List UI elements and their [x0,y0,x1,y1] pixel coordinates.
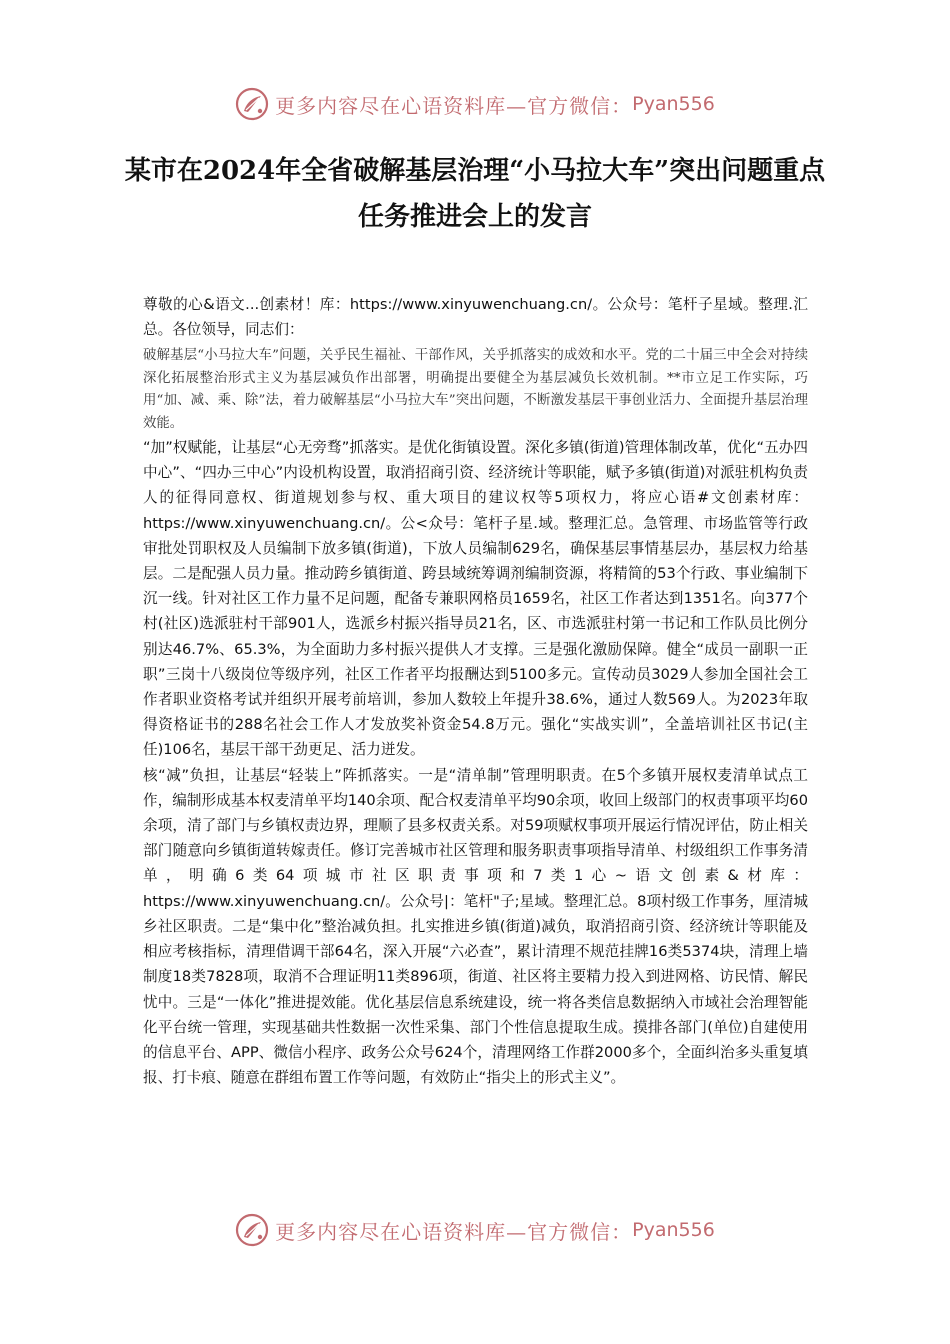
paragraph-greeting: 尊敬的心&语文...创素材！库：https://www.xinyuwenchuang.cn/。公众号：笔杆子星域。整理.汇总。各位领导，同志们： [143,296,808,339]
banner-wechat-id: Pyan556 [632,1219,715,1241]
logo-icon [235,1213,269,1247]
logo-icon [235,87,269,121]
banner-text: 更多内容尽在心语资料库—官方微信： [275,93,633,118]
document-body [143,292,808,1090]
banner-wechat-id: Pyan556 [632,93,715,115]
footer-banner [0,1210,950,1250]
paragraph-intro: 破解基层“小马拉大车”问题，关乎民生福祉、干部作风，关乎抓落实的成效和水平。党的二十届三中全会对持续深化拓展整治形式主义为基层减负作出部署，明确提出要健全为基层减负长效机制。**市立足工作实际，巧用“加、减、乘、除”法，着力破解基层“小马拉大车”突出问题，不断激发基层干事创业活力、全面提升基层治理效能。 [143,348,808,431]
banner-text: 更多内容尽在心语资料库—官方微信： [275,1219,633,1244]
paragraph-add: “加”权赋能，让基层“心无旁骛”抓落实。是优化街镇设置。深化多镇(街道)管理体制改革，优化“五办四中心”、“四办三中心”内设机构设置，取消招商引资、经济统计等职能，赋予多镇(街道)对派驻机构负责人的征得同意权、街道规划参与权、重大项目的建议权等5项权力，将应心语#文创素材库：https://www.xinyuwenchuang.cn/。公<众号：笔杆子星.域。整理汇总。急管理、市场监管等行政审批处罚职权及人员编制下放多镇(街道)，下放人员编制629名，确保基层事情基层办，基层权力给基层。二是配强人员力量。推动跨乡镇街道、跨县域统筹调剂编制资源，将精简的53个行政、事业编制下沉一线。针对社区工作力量不足问题，配备专兼职网格员1659名，社区工作者达到1351名。向377个村(社区)选派驻村干部901人，选派乡村振兴指导员21名，区、市选派驻村第一书记和工作队员比例分别达46.7%、65.3%，为全面助力多村振兴提供人才支撑。三是强化激励保障。健全“成员一副职一正职”三岗十八级岗位等级序列，社区工作者平均报酬达到5100多元。宣传动员3029人参加全国社会工作者职业资格考试并组织开展考前培训，参加人数较上年提升38.6%，通过人数569人。为2023年取得资格证书的288名社会工作人才发放奖补资金54.8万元。强化“实战实训”，全盖培训社区书记(主任)106名，基层干部干劲更足、活力迸发。 [143,439,808,759]
paragraph-reduce: 核“减”负担，让基层“轻装上”阵抓落实。一是“清单制”管理明职责。在5个多镇开展权麦清单试点工作，编制形成基本权麦清单平均140余项、配合权麦清单平均90余项，收回上级部门的权责事项平均60余项，清了部门与乡镇权责边界，理顺了县多权责关系。对59项赋权事项开展运行情况评估，防止相关部门随意向乡镇街道转嫁责任。修订完善城市社区管理和服务职责事项指导清单、村级组织工作事务清单，明确6类64项城市社区职责事项和7类1心~语文创素&材库：https://www.xinyuwenchuang.cn/。公众号|：笔杆"子;星域。整理汇总。8项村级工作事务，厘清城乡社区职责。二是“集中化”整治减负担。扎实推进乡镇(街道)减负，取消招商引资、经济统计等职能及相应考核指标，清理借调干部64名，深入开展“六必查”，累计清理不规范挂牌16类5374块，清理上墙制度18类7828项，取消不合理证明11类896项，街道、社区将主要精力投入到进网格、访民情、解民忧中。三是“一体化”推进提效能。优化基层信息系统建设，统一将各类信息数据纳入市域社会治理智能化平台统一管理，实现基础共性数据一次性采集、部门个性信息提取生成。摸排各部门(单位)自建使用的信息平台、APP、微信小程序、政务公众号624个，清理网络工作群2000多个，全面纠治多头重复填报、打卡痕、随意在群组布置工作等问题，有效防止“指尖上的形式主义”。 [143,766,808,1087]
header-banner [0,84,950,124]
document-title: 某市在2024年全省破解基层治理“小马拉大车”突出问题重点任务推进会上的发言 [124,156,826,232]
